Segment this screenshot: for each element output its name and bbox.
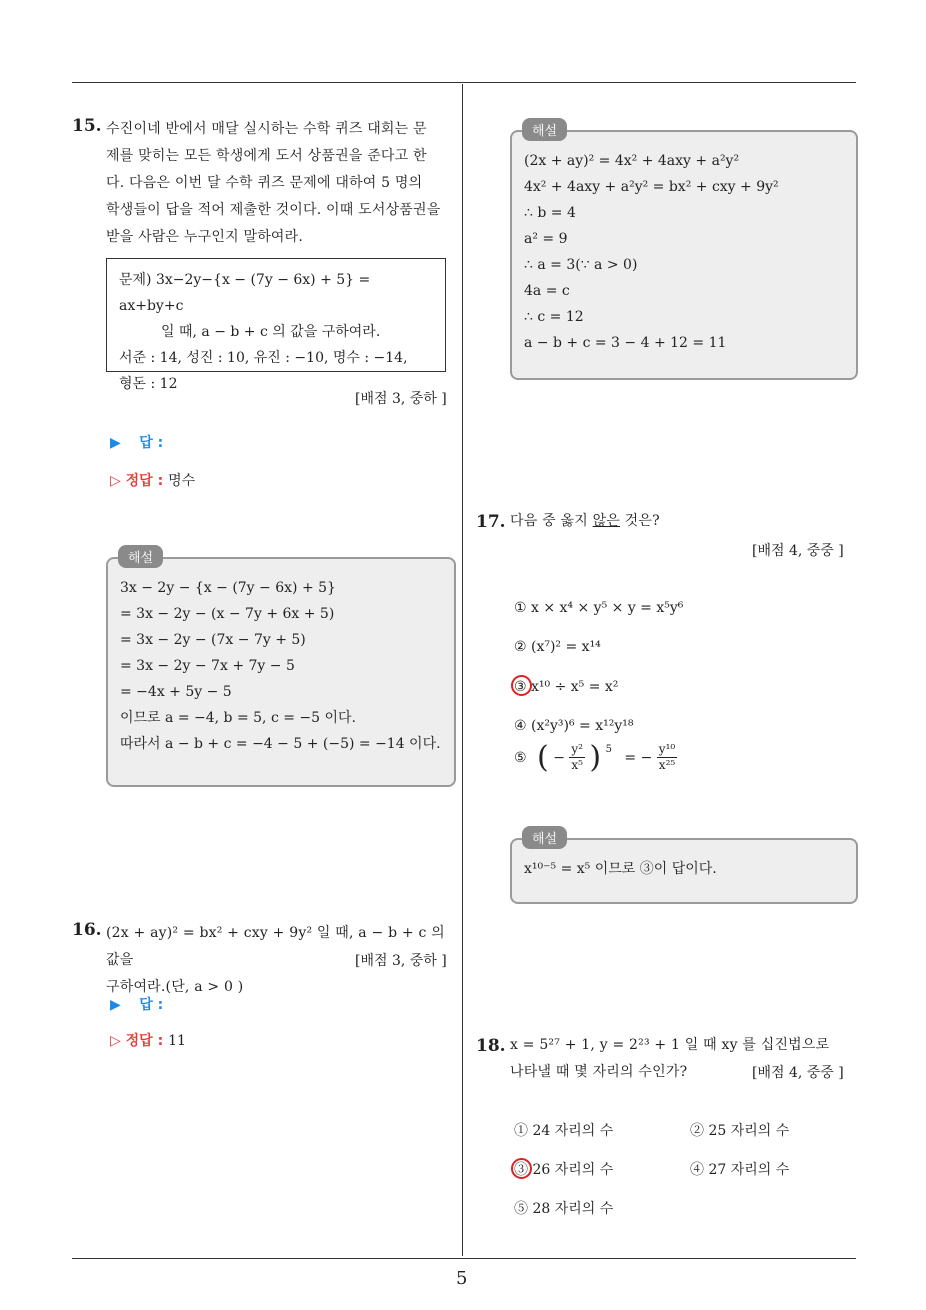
q18-choice-1[interactable]: ① 24 자리의 수 bbox=[514, 1123, 614, 1139]
q17-choice-3[interactable] bbox=[514, 677, 618, 697]
q16-solution-tag: 해설 bbox=[522, 118, 567, 141]
q18-choice-3[interactable] bbox=[514, 1160, 613, 1180]
q18-choice-3-text: ③ 26 자리의 수 bbox=[514, 1162, 614, 1178]
triangle-outline-icon: ▷ bbox=[110, 1033, 121, 1049]
q15-sol-line: = −4x + 5y − 5 bbox=[120, 684, 232, 700]
q15-box-line: 문제) 3x−2y−{x − (7y − 6x) + 5} = ax+by+c bbox=[119, 272, 371, 314]
fraction-denominator: x⁵ bbox=[571, 758, 583, 772]
q15-number: 15. bbox=[72, 116, 102, 136]
q16-sol-line: a² = 9 bbox=[524, 231, 568, 247]
fraction bbox=[569, 742, 585, 773]
correct-label: 정답 : bbox=[125, 473, 164, 489]
triangle-filled-icon: ▶ bbox=[110, 435, 121, 451]
q16-sol-line: (2x + ay)² = 4x² + 4axy + a²y² bbox=[524, 153, 740, 169]
q17-choice-5[interactable] bbox=[514, 739, 677, 782]
column-divider bbox=[462, 84, 463, 1256]
rhs-denominator: x²⁵ bbox=[658, 758, 676, 772]
q18-number: 18. bbox=[476, 1036, 506, 1056]
q16-sol-line: ∴ b = 4 bbox=[524, 205, 576, 221]
q15-box-line: 형돈 : 12 bbox=[119, 376, 178, 392]
bottom-rule bbox=[72, 1258, 856, 1259]
rhs-fraction bbox=[657, 742, 677, 773]
minus-sign: − bbox=[553, 749, 565, 766]
outer-exponent: 5 bbox=[605, 744, 612, 755]
right-paren: ) bbox=[589, 739, 602, 775]
page-number: 5 bbox=[456, 1268, 468, 1289]
q16-sol-line: ∴ a = 3(∵ a > 0) bbox=[524, 257, 638, 273]
q18-line: x = 5²⁷ + 1, y = 2²³ + 1 일 때 xy 를 십진법으로 bbox=[510, 1037, 830, 1053]
q15-sol-line: 3x − 2y − {x − (7y − 6x) + 5} bbox=[120, 580, 336, 596]
q17-choice-4[interactable]: ④ (x²y³)⁶ = x¹²y¹⁸ bbox=[514, 718, 634, 734]
q15-sol-line: 따라서 a − b + c = −4 − 5 + (−5) = −14 이다. bbox=[120, 736, 441, 752]
q15-text bbox=[106, 116, 456, 251]
q16-sol-line: 4x² + 4axy + a²y² = bx² + cxy + 9y² bbox=[524, 179, 779, 195]
correct-value: 명수 bbox=[168, 473, 196, 489]
choice-5-marker: ⑤ bbox=[514, 749, 527, 766]
q18-choice-2[interactable]: ② 25 자리의 수 bbox=[690, 1123, 790, 1139]
q16-correct-row bbox=[110, 1030, 186, 1050]
q18-line: 나타낼 때 몇 자리의 수인가? bbox=[510, 1064, 688, 1080]
q15-sol-line: = 3x − 2y − 7x + 7y − 5 bbox=[120, 658, 295, 674]
fraction-numerator: y² bbox=[571, 742, 583, 756]
q18-choice-4[interactable]: ④ 27 자리의 수 bbox=[690, 1162, 790, 1178]
q15-line: 제를 맞히는 모든 학생에게 도서 상품권을 준다고 한 bbox=[106, 148, 427, 164]
q18-choice-5[interactable]: ⑤ 28 자리의 수 bbox=[514, 1201, 614, 1217]
q16-line: 구하여라.(단, a > 0 ) bbox=[106, 979, 244, 995]
q17-sol-line: x¹⁰⁻⁵ = x⁵ 이므로 ③이 답이다. bbox=[524, 861, 717, 877]
q16-number: 16. bbox=[72, 920, 102, 940]
q16-sol-line: 4a = c bbox=[524, 283, 570, 299]
q16-sol-line: ∴ c = 12 bbox=[524, 309, 584, 325]
q16-solution-box bbox=[510, 130, 858, 380]
q15-problem-box bbox=[106, 258, 446, 392]
q17-choice-3-text: ③ x¹⁰ ÷ x⁵ = x² bbox=[514, 679, 619, 695]
triangle-outline-icon: ▷ bbox=[110, 473, 121, 489]
left-paren: ( bbox=[537, 739, 549, 775]
q15-line: 수진이네 반에서 매달 실시하는 수학 퀴즈 대회는 문 bbox=[106, 121, 427, 137]
q17-solution-tag: 해설 bbox=[522, 826, 567, 849]
q15-line: 받을 사람은 누구인지 말하여라. bbox=[106, 229, 304, 245]
q15-solution-box bbox=[106, 557, 456, 787]
q17-text-post: 것은? bbox=[620, 513, 660, 529]
answer-label: 답 : bbox=[139, 997, 164, 1013]
q17-choice-1[interactable]: ① x × x⁴ × y⁵ × y = x⁵y⁶ bbox=[514, 600, 684, 616]
q17-text-underlined: 않은 bbox=[592, 513, 621, 529]
q17-text-pre: 다음 중 옳지 bbox=[510, 513, 593, 529]
correct-value: 11 bbox=[168, 1033, 186, 1049]
answer-circle-icon bbox=[511, 675, 532, 696]
equals-minus: = − bbox=[624, 749, 653, 766]
triangle-filled-icon: ▶ bbox=[110, 997, 121, 1013]
q16-score: [배점 3, 중하 ] bbox=[355, 953, 447, 969]
q15-box-line: 일 때, a − b + c 의 값을 구하여라. bbox=[161, 324, 381, 340]
q17-choice-2[interactable]: ② (x⁷)² = x¹⁴ bbox=[514, 639, 601, 655]
top-rule bbox=[72, 82, 856, 83]
q15-sol-line: = 3x − 2y − (7x − 7y + 5) bbox=[120, 632, 306, 648]
q15-answer-row bbox=[110, 432, 163, 452]
q15-box-line: 서준 : 14, 성진 : 10, 유진 : −10, 명수 : −14, bbox=[119, 350, 408, 366]
q15-solution-tag: 해설 bbox=[118, 545, 163, 568]
answer-label: 답 : bbox=[139, 435, 164, 451]
q15-score: [배점 3, 중하 ] bbox=[355, 391, 447, 407]
q15-line: 학생들이 답을 적어 제출한 것이다. 이때 도서상품권을 bbox=[106, 202, 441, 218]
q17-text bbox=[510, 508, 660, 535]
q17-number: 17. bbox=[476, 512, 506, 532]
rhs-numerator: y¹⁰ bbox=[658, 742, 676, 756]
answer-circle-icon bbox=[511, 1158, 532, 1179]
q15-sol-line: = 3x − 2y − (x − 7y + 6x + 5) bbox=[120, 606, 335, 622]
q16-sol-line: a − b + c = 3 − 4 + 12 = 11 bbox=[524, 335, 727, 351]
q16-answer-row bbox=[110, 994, 163, 1014]
q15-correct-row bbox=[110, 470, 195, 490]
q18-score: [배점 4, 중중 ] bbox=[752, 1065, 844, 1081]
q15-line: 다. 다음은 이번 달 수학 퀴즈 문제에 대하여 5 명의 bbox=[106, 175, 423, 191]
correct-label: 정답 : bbox=[125, 1033, 164, 1049]
q15-sol-line: 이므로 a = −4, b = 5, c = −5 이다. bbox=[120, 710, 356, 726]
q16-line: (2x + ay)² = bx² + cxy + 9y² 일 때, a − b + c 의 값을 bbox=[106, 925, 445, 968]
q17-score: [배점 4, 중중 ] bbox=[752, 543, 844, 559]
